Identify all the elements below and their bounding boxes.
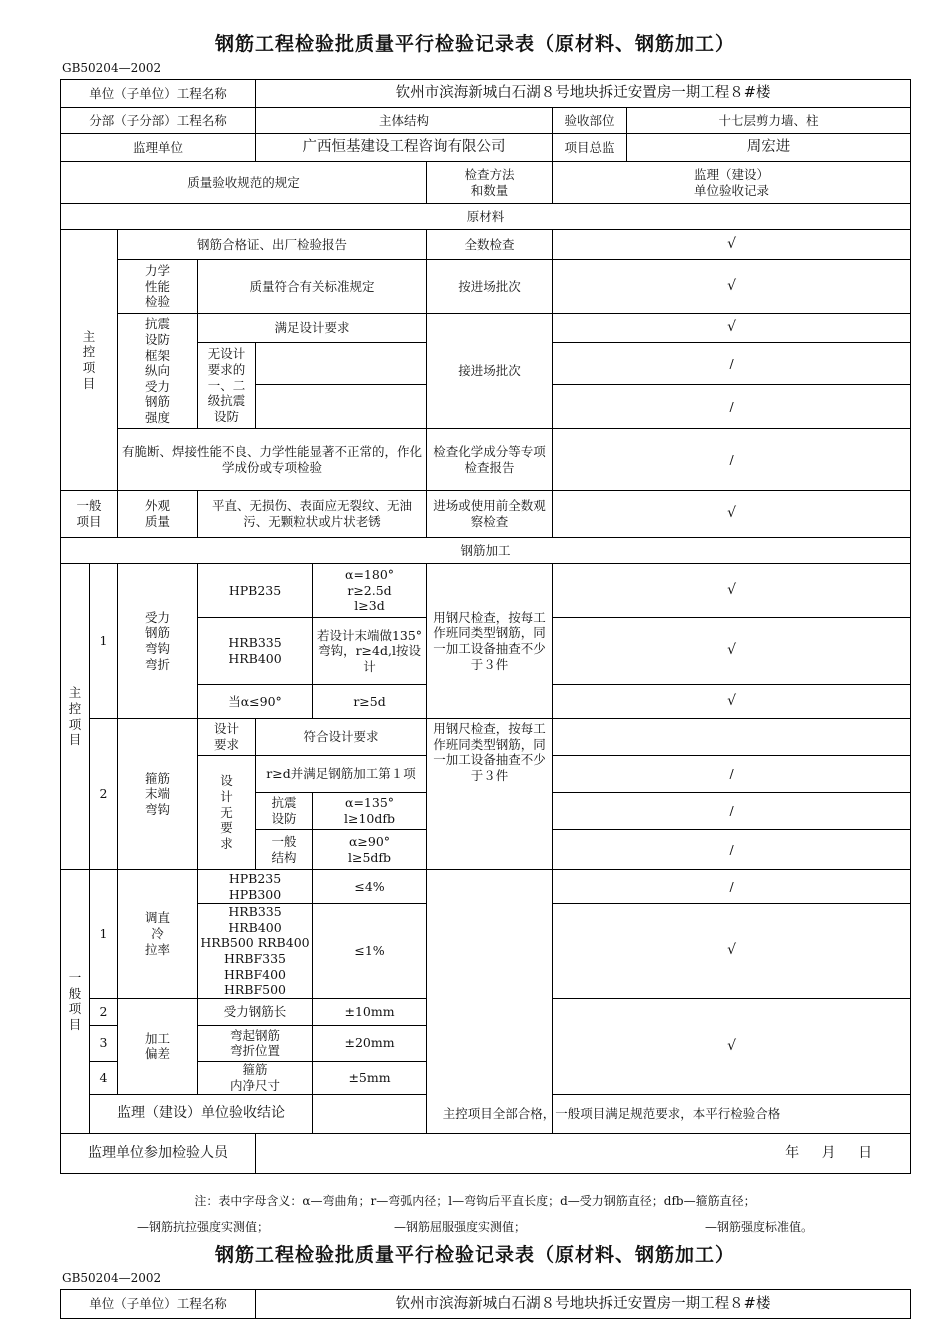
proc-g1b-record: √ [553,904,911,999]
raw-r6-record: / [553,429,911,491]
proc-g1a-grade: HPB235 HPB300 [198,870,313,904]
proc-main-label: 主 控 项 目 [61,564,90,870]
proc-g2-item: 受力钢筋长 [198,998,313,1025]
column-header-row [61,162,911,204]
proc-item2-name: 箍筋 末端 弯钩 [118,719,198,870]
raw-r3-method: 接进场批次 [427,314,553,429]
raw-r1-method: 全数检查 [427,230,553,260]
raw-r6-method: 检查化学成分等专项检查报告 [427,429,553,491]
proc-p3-grade: 当α≤90° [198,685,313,719]
proc-n1: 1 [90,564,118,719]
proc-s3-value: α=135° l≥10dfb [313,793,427,830]
proc-g1a-val: ≤4% [313,870,427,904]
raw-row-7 [61,491,911,538]
record-table-repeat [60,1289,911,1319]
proc-dev-name: 加工 偏差 [118,998,198,1094]
raw-main-label: 主 控 项 目 [61,230,118,491]
raw-r6-spec: 有脆断、焊接性能不良、力学性能显著不正常的，作化学成份或专项检验 [118,429,427,491]
raw-r1-record: √ [553,230,911,260]
proc-g1b-val: ≤1% [313,904,427,999]
page-title: 钢筋工程检验批质量平行检验记录表（原材料、钢筋加工） [214,33,735,55]
proc-s1-value: 符合设计要求 [256,719,427,756]
proc-p1-record: √ [553,564,911,618]
division-label: 分部（子分部）工程名称 [61,108,256,134]
proc-g3-item: 弯起钢筋 弯折位置 [198,1025,313,1061]
raw-r2-spec: 质量符合有关标准规定 [198,260,427,314]
raw-r7-method: 进场或使用前全数观察检查 [427,491,553,538]
proc-p3-req: r≥5d [313,685,427,719]
proc-g2-val: ±10mm [313,998,427,1025]
unit-value: 钦州市滨海新城白石湖８号地块拆迁安置房一期工程８#楼 [256,80,911,108]
proc-row-8 [61,870,911,904]
proc-p2-req: 若设计末端做135°弯钩，r≥4d,l按设计 [313,618,427,685]
raw-r7-name: 外观 质量 [118,491,198,538]
col-spec-header: 质量验收规范的规定 [61,162,427,204]
proc-row-1 [61,564,911,618]
chief-label: 项目总监 [553,134,627,162]
part-label: 验收部位 [553,108,627,134]
part-value: 十七层剪力墙、柱 [627,108,911,134]
standard-code: GB50204—2002 [62,61,162,75]
staff-label: 监理单位参加检验人员 [61,1133,256,1173]
record-table [60,79,911,1174]
proc-g1b-grade: HRB335 HRB400 HRB500 RRB400 HRBF335 HRBF400 HRBF500 [198,904,313,999]
standard-code-repeat: GB50204—2002 [62,1271,162,1285]
raw-r3-spec: 满足设计要求 [198,314,427,343]
division-value: 主体结构 [256,108,553,134]
proc-s3-record: / [553,793,911,830]
proc-p3-record: √ [553,685,911,719]
proc-item1-name: 受力 钢筋 弯钩 弯折 [118,564,198,719]
proc-s2-value: r≥d并满足钢筋加工第１项 [256,756,427,793]
note-line-2a: —钢筋抗拉强度实测值； [137,1220,270,1234]
proc-g-n2: 2 [90,998,118,1025]
proc-g-n4: 4 [90,1061,118,1094]
section-raw-row [61,204,911,230]
proc-g4-val: ±5mm [313,1061,427,1094]
proc-g3-val: ±20mm [313,1025,427,1061]
staff-row [61,1133,911,1173]
unit-value-repeat: 钦州市滨海新城白石湖８号地块拆迁安置房一期工程８#楼 [256,1290,911,1319]
proc-p2-grade: HRB335 HRB400 [198,618,313,685]
staff-date: 年 月 日 [256,1133,911,1173]
proc-p2-record: √ [553,618,911,685]
raw-r7-record: √ [553,491,911,538]
raw-r4-spec [256,343,427,385]
proc-g1-name: 调直 冷 拉率 [118,870,198,999]
raw-r2-method: 按进场批次 [427,260,553,314]
raw-row-6 [61,429,911,491]
note-line-1: 注：表中字母含义：α—弯曲角；r—弯弧内径；l—弯钩后平直长度；d—受力钢筋直径；dfb—箍筋直径； [194,1194,756,1208]
proc-p1-req: α=180° r≥2.5d l≥3d [313,564,427,618]
proc-n2: 2 [90,719,118,870]
header-row-unit [61,80,911,108]
raw-row-2 [61,260,911,314]
proc-s4-value: α≥90° l≥5dfb [313,830,427,870]
raw-r3-name: 抗震 设防 框架 纵向 受力 钢筋 强度 [118,314,198,429]
raw-r7-spec: 平直、无损伤、表面应无裂纹、无油污、无颗粒状或片状老锈 [198,491,427,538]
proc-method-1: 用钢尺检查，按每工作班同类型钢筋，同一加工设备抽查不少于３件 [427,564,553,719]
header-row-unit-repeat [61,1290,911,1319]
proc-s2-record: / [553,756,911,793]
col-record-header: 监理（建设） 单位验收记录 [553,162,911,204]
supervisor-label: 监理单位 [61,134,256,162]
proc-g-n1: 1 [90,870,118,999]
note-line-2b: —钢筋屈服强度实测值； [394,1220,527,1234]
section-processing-row [61,538,911,564]
proc-dev-record: √ [553,998,911,1094]
header-row-division [61,108,911,134]
proc-g1a-record: / [553,870,911,904]
proc-s1-record [553,719,911,756]
proc-s4-label: 一般 结构 [256,830,313,870]
raw-r2-record: √ [553,260,911,314]
unit-label-repeat: 单位（子单位）工程名称 [61,1290,256,1319]
proc-g4-item: 箍筋 内净尺寸 [198,1061,313,1094]
page-title-repeat: 钢筋工程检验批质量平行检验记录表（原材料、钢筋加工） [214,1244,735,1266]
proc-s4-record: / [553,830,911,870]
proc-general-label: 一 般 项 目 [61,870,90,1134]
supervisor-value: 广西恒基建设工程咨询有限公司 [256,134,553,162]
raw-r2-name: 力学 性能 检验 [118,260,198,314]
proc-method-2: 用钢尺检查，按每工作班同类型钢筋，同一加工设备抽查不少于３件 [427,719,553,870]
raw-row-3 [61,314,911,343]
proc-p1-grade: HPB235 [198,564,313,618]
conclusion-value: 主控项目全部合格，一般项目满足规范要求，本平行检验合格 [313,1094,911,1133]
proc-s3-label: 抗震 设防 [256,793,313,830]
raw-r1-spec: 钢筋合格证、出厂检验报告 [118,230,427,260]
raw-r3-record: √ [553,314,911,343]
raw-r4-record: / [553,343,911,385]
note-line-2c: —钢筋强度标准值。 [705,1220,814,1234]
chief-value: 周宏进 [627,134,911,162]
raw-row-1 [61,230,911,260]
section-raw: 原材料 [61,204,911,230]
conclusion-row [61,1094,911,1133]
proc-s1-label: 设计 要求 [198,719,256,756]
proc-s-nodesign: 设 计 无 要 求 [198,756,256,870]
unit-label: 单位（子单位）工程名称 [61,80,256,108]
raw-r5-record: / [553,385,911,429]
section-processing: 钢筋加工 [61,538,911,564]
header-row-supervisor [61,134,911,162]
conclusion-label: 监理（建设）单位验收结论 [90,1094,313,1133]
raw-general-label: 一般 项目 [61,491,118,538]
proc-g-n3: 3 [90,1025,118,1061]
col-method-header: 检查方法 和数量 [427,162,553,204]
raw-r5-spec [256,385,427,429]
proc-row-4 [61,719,911,756]
raw-r3-sub: 无设计 要求的 一、二 级抗震 设防 [198,343,256,429]
